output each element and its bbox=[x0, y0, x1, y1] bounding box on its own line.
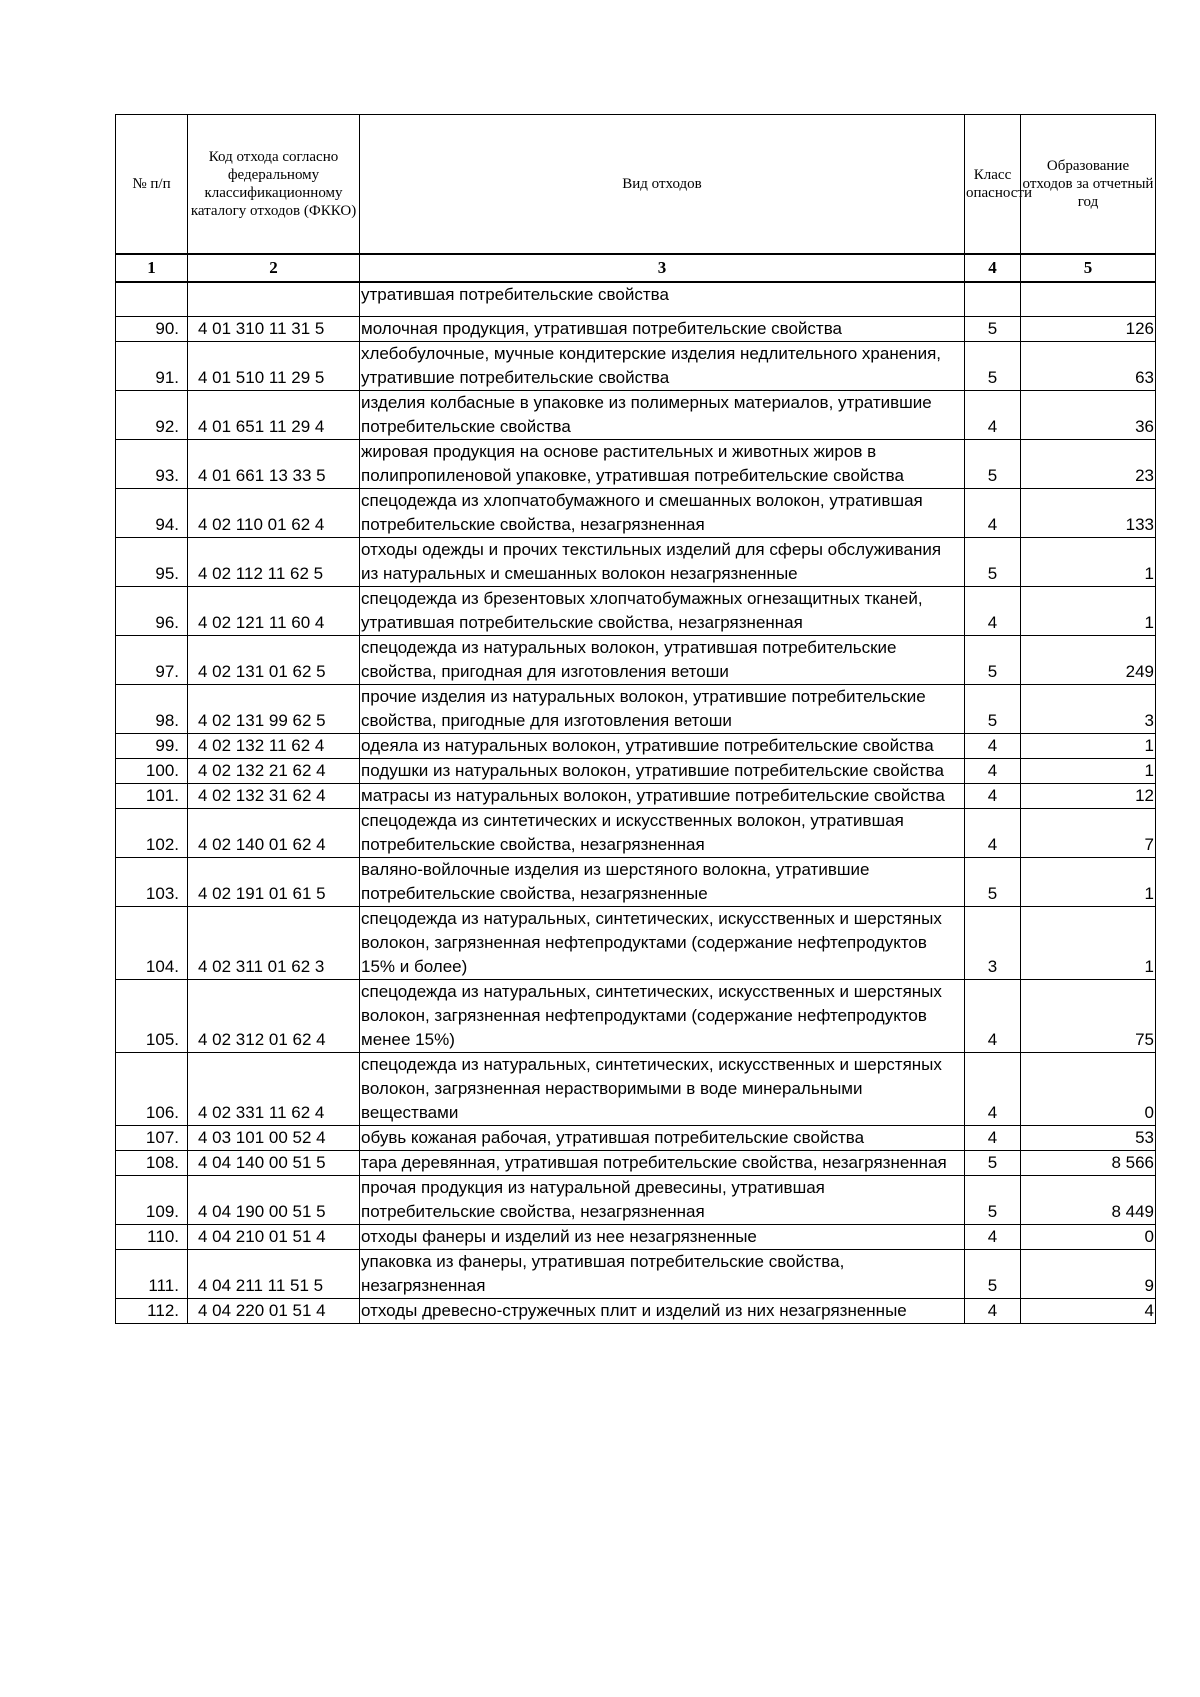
waste-description: обувь кожаная рабочая, утратившая потребительские свойства bbox=[360, 1125, 965, 1150]
waste-code bbox=[188, 282, 360, 316]
waste-description: тара деревянная, утратившая потребительские свойства, незагрязненная bbox=[360, 1150, 965, 1175]
hazard-class: 5 bbox=[965, 316, 1021, 341]
row-number: 112. bbox=[116, 1298, 188, 1323]
row-number: 98. bbox=[116, 684, 188, 733]
waste-code: 4 02 132 21 62 4 bbox=[188, 758, 360, 783]
waste-code: 4 04 211 11 51 5 bbox=[188, 1249, 360, 1298]
hazard-class: 4 bbox=[965, 758, 1021, 783]
waste-amount: 4 bbox=[1021, 1298, 1156, 1323]
waste-code: 4 02 132 11 62 4 bbox=[188, 733, 360, 758]
waste-code: 4 01 661 13 33 5 bbox=[188, 439, 360, 488]
waste-description: спецодежда из натуральных волокон, утратившая потребительские свойства, пригодная для изготовления ветоши bbox=[360, 635, 965, 684]
table-row bbox=[116, 857, 1156, 906]
waste-amount: 75 bbox=[1021, 979, 1156, 1052]
row-number: 110. bbox=[116, 1224, 188, 1249]
waste-code: 4 04 190 00 51 5 bbox=[188, 1175, 360, 1224]
hazard-class: 4 bbox=[965, 808, 1021, 857]
row-number: 97. bbox=[116, 635, 188, 684]
waste-code: 4 04 140 00 51 5 bbox=[188, 1150, 360, 1175]
waste-description: молочная продукция, утратившая потребительские свойства bbox=[360, 316, 965, 341]
table-row bbox=[116, 808, 1156, 857]
waste-amount: 1 bbox=[1021, 586, 1156, 635]
row-number: 107. bbox=[116, 1125, 188, 1150]
waste-description: изделия колбасные в упаковке из полимерных материалов, утратившие потребительские свойства bbox=[360, 390, 965, 439]
waste-description: утратившая потребительские свойства bbox=[360, 282, 965, 316]
column-number: 2 bbox=[188, 254, 360, 282]
hazard-class: 5 bbox=[965, 537, 1021, 586]
waste-amount bbox=[1021, 282, 1156, 316]
waste-code: 4 02 140 01 62 4 bbox=[188, 808, 360, 857]
hazard-class: 4 bbox=[965, 733, 1021, 758]
waste-description: прочие изделия из натуральных волокон, утратившие потребительские свойства, пригодные для изготовления ветоши bbox=[360, 684, 965, 733]
header-waste-type: Вид отходов bbox=[360, 115, 965, 255]
hazard-class: 5 bbox=[965, 1249, 1021, 1298]
waste-description: спецодежда из натуральных, синтетических, искусственных и шерстяных волокон, загрязненная нефтепродуктами (содержание нефтепродуктов менее 15%) bbox=[360, 979, 965, 1052]
waste-amount: 126 bbox=[1021, 316, 1156, 341]
hazard-class: 4 bbox=[965, 1125, 1021, 1150]
waste-amount: 1 bbox=[1021, 537, 1156, 586]
column-number: 3 bbox=[360, 254, 965, 282]
waste-description: спецодежда из хлопчатобумажного и смешанных волокон, утратившая потребительские свойства, незагрязненная bbox=[360, 488, 965, 537]
row-number: 111. bbox=[116, 1249, 188, 1298]
table-row bbox=[116, 758, 1156, 783]
waste-amount: 1 bbox=[1021, 906, 1156, 979]
hazard-class: 5 bbox=[965, 635, 1021, 684]
table-row bbox=[116, 390, 1156, 439]
hazard-class: 5 bbox=[965, 439, 1021, 488]
waste-code: 4 01 651 11 29 4 bbox=[188, 390, 360, 439]
waste-report-sheet bbox=[115, 114, 1155, 1324]
column-number: 4 bbox=[965, 254, 1021, 282]
table-row bbox=[116, 586, 1156, 635]
waste-description: матрасы из натуральных волокон, утратившие потребительские свойства bbox=[360, 783, 965, 808]
table-row bbox=[116, 733, 1156, 758]
waste-description: отходы одежды и прочих текстильных изделий для сферы обслуживания из натуральных и смешанных волокон незагрязненные bbox=[360, 537, 965, 586]
table-row bbox=[116, 341, 1156, 390]
table-row bbox=[116, 282, 1156, 316]
waste-code: 4 02 131 99 62 5 bbox=[188, 684, 360, 733]
table-row bbox=[116, 783, 1156, 808]
waste-code: 4 04 220 01 51 4 bbox=[188, 1298, 360, 1323]
table-row bbox=[116, 316, 1156, 341]
row-number: 103. bbox=[116, 857, 188, 906]
waste-description: спецодежда из натуральных, синтетических, искусственных и шерстяных волокон, загрязненная нерастворимыми в воде минеральными веществами bbox=[360, 1052, 965, 1125]
waste-amount: 12 bbox=[1021, 783, 1156, 808]
row-number: 106. bbox=[116, 1052, 188, 1125]
hazard-class: 5 bbox=[965, 341, 1021, 390]
waste-code: 4 03 101 00 52 4 bbox=[188, 1125, 360, 1150]
waste-amount: 8 449 bbox=[1021, 1175, 1156, 1224]
waste-amount: 133 bbox=[1021, 488, 1156, 537]
waste-code: 4 02 311 01 62 3 bbox=[188, 906, 360, 979]
waste-table bbox=[115, 114, 1156, 1324]
table-row bbox=[116, 1150, 1156, 1175]
header-row-number: № п/п bbox=[116, 115, 188, 255]
hazard-class: 4 bbox=[965, 488, 1021, 537]
waste-amount: 0 bbox=[1021, 1224, 1156, 1249]
column-number-row bbox=[116, 254, 1156, 282]
table-row bbox=[116, 1249, 1156, 1298]
hazard-class: 4 bbox=[965, 1224, 1021, 1249]
row-number: 91. bbox=[116, 341, 188, 390]
header-waste-code: Код отхода согласно федеральному классификационному каталогу отходов (ФККО) bbox=[188, 115, 360, 255]
waste-amount: 1 bbox=[1021, 758, 1156, 783]
hazard-class bbox=[965, 282, 1021, 316]
waste-amount: 7 bbox=[1021, 808, 1156, 857]
hazard-class: 5 bbox=[965, 1175, 1021, 1224]
hazard-class: 5 bbox=[965, 857, 1021, 906]
waste-code: 4 01 510 11 29 5 bbox=[188, 341, 360, 390]
table-row bbox=[116, 684, 1156, 733]
waste-description: хлебобулочные, мучные кондитерские изделия недлительного хранения, утратившие потребительские свойства bbox=[360, 341, 965, 390]
waste-description: спецодежда из натуральных, синтетических, искусственных и шерстяных волокон, загрязненная нефтепродуктами (содержание нефтепродуктов 15% и более) bbox=[360, 906, 965, 979]
hazard-class: 4 bbox=[965, 979, 1021, 1052]
waste-description: одеяла из натуральных волокон, утратившие потребительские свойства bbox=[360, 733, 965, 758]
row-number: 101. bbox=[116, 783, 188, 808]
waste-code: 4 02 312 01 62 4 bbox=[188, 979, 360, 1052]
table-row bbox=[116, 1052, 1156, 1125]
waste-description: спецодежда из брезентовых хлопчатобумажных огнезащитных тканей, утратившая потребительские свойства, незагрязненная bbox=[360, 586, 965, 635]
row-number: 99. bbox=[116, 733, 188, 758]
table-row bbox=[116, 1175, 1156, 1224]
table-row bbox=[116, 979, 1156, 1052]
waste-code: 4 02 132 31 62 4 bbox=[188, 783, 360, 808]
waste-code: 4 02 191 01 61 5 bbox=[188, 857, 360, 906]
waste-code: 4 02 121 11 60 4 bbox=[188, 586, 360, 635]
table-row bbox=[116, 439, 1156, 488]
waste-amount: 23 bbox=[1021, 439, 1156, 488]
waste-description: валяно-войлочные изделия из шерстяного волокна, утратившие потребительские свойства, незагрязненные bbox=[360, 857, 965, 906]
row-number: 94. bbox=[116, 488, 188, 537]
hazard-class: 4 bbox=[965, 586, 1021, 635]
table-body bbox=[116, 282, 1156, 1323]
row-number: 109. bbox=[116, 1175, 188, 1224]
row-number: 95. bbox=[116, 537, 188, 586]
waste-amount: 0 bbox=[1021, 1052, 1156, 1125]
waste-description: отходы древесно-стружечных плит и изделий из них незагрязненные bbox=[360, 1298, 965, 1323]
hazard-class: 4 bbox=[965, 1298, 1021, 1323]
waste-code: 4 01 310 11 31 5 bbox=[188, 316, 360, 341]
header-waste-amount: Образование отходов за отчетный год bbox=[1021, 115, 1156, 255]
hazard-class: 3 bbox=[965, 906, 1021, 979]
header-row bbox=[116, 115, 1156, 255]
table-row bbox=[116, 635, 1156, 684]
row-number: 100. bbox=[116, 758, 188, 783]
waste-amount: 1 bbox=[1021, 733, 1156, 758]
waste-amount: 249 bbox=[1021, 635, 1156, 684]
waste-amount: 1 bbox=[1021, 857, 1156, 906]
waste-amount: 63 bbox=[1021, 341, 1156, 390]
waste-description: прочая продукция из натуральной древесины, утратившая потребительские свойства, незагрязненная bbox=[360, 1175, 965, 1224]
row-number: 102. bbox=[116, 808, 188, 857]
waste-description: жировая продукция на основе растительных и животных жиров в полипропиленовой упаковке, утратившая потребительские свойства bbox=[360, 439, 965, 488]
table-row bbox=[116, 1125, 1156, 1150]
table-row bbox=[116, 1298, 1156, 1323]
table-row bbox=[116, 537, 1156, 586]
waste-amount: 8 566 bbox=[1021, 1150, 1156, 1175]
waste-amount: 36 bbox=[1021, 390, 1156, 439]
row-number: 93. bbox=[116, 439, 188, 488]
hazard-class: 4 bbox=[965, 1052, 1021, 1125]
column-number: 1 bbox=[116, 254, 188, 282]
waste-code: 4 02 131 01 62 5 bbox=[188, 635, 360, 684]
row-number: 105. bbox=[116, 979, 188, 1052]
row-number: 92. bbox=[116, 390, 188, 439]
hazard-class: 5 bbox=[965, 684, 1021, 733]
waste-description: спецодежда из синтетических и искусственных волокон, утратившая потребительские свойства, незагрязненная bbox=[360, 808, 965, 857]
hazard-class: 4 bbox=[965, 390, 1021, 439]
waste-amount: 9 bbox=[1021, 1249, 1156, 1298]
hazard-class: 4 bbox=[965, 783, 1021, 808]
table-row bbox=[116, 1224, 1156, 1249]
header-hazard-class: Класс опасности bbox=[965, 115, 1021, 255]
waste-code: 4 04 210 01 51 4 bbox=[188, 1224, 360, 1249]
waste-amount: 3 bbox=[1021, 684, 1156, 733]
waste-code: 4 02 112 11 62 5 bbox=[188, 537, 360, 586]
row-number: 108. bbox=[116, 1150, 188, 1175]
row-number: 104. bbox=[116, 906, 188, 979]
waste-description: подушки из натуральных волокон, утратившие потребительские свойства bbox=[360, 758, 965, 783]
waste-code: 4 02 331 11 62 4 bbox=[188, 1052, 360, 1125]
row-number: 96. bbox=[116, 586, 188, 635]
hazard-class: 5 bbox=[965, 1150, 1021, 1175]
row-number bbox=[116, 282, 188, 316]
waste-description: отходы фанеры и изделий из нее незагрязненные bbox=[360, 1224, 965, 1249]
table-row bbox=[116, 906, 1156, 979]
waste-amount: 53 bbox=[1021, 1125, 1156, 1150]
waste-code: 4 02 110 01 62 4 bbox=[188, 488, 360, 537]
column-number: 5 bbox=[1021, 254, 1156, 282]
table-row bbox=[116, 488, 1156, 537]
waste-description: упаковка из фанеры, утратившая потребительские свойства, незагрязненная bbox=[360, 1249, 965, 1298]
row-number: 90. bbox=[116, 316, 188, 341]
